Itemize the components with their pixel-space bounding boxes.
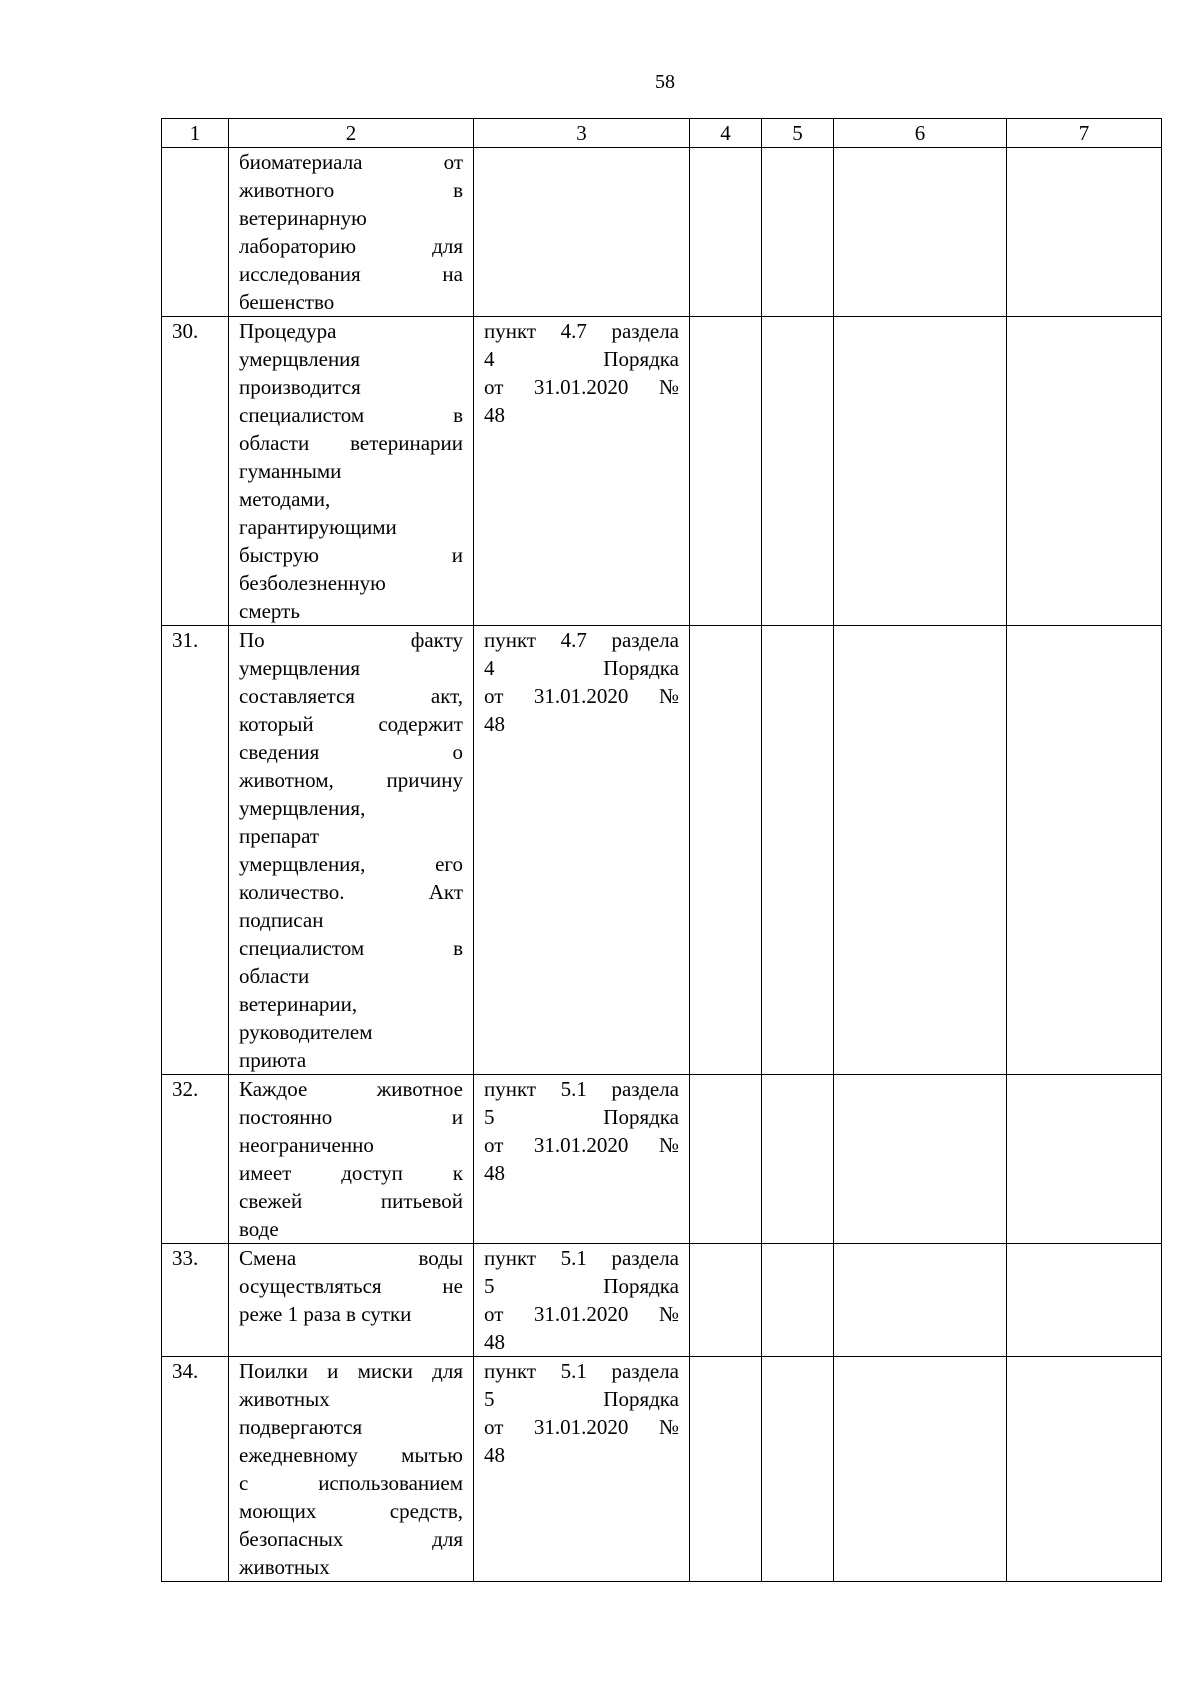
requirement-cell [229, 317, 474, 626]
column-header: 5 [762, 119, 834, 148]
cell-text-line: 48 [484, 1330, 505, 1354]
cell-text-line: подвергаются [239, 1415, 363, 1439]
cell-text-line: 48 [484, 403, 505, 427]
cell-text-line: неограниченно [239, 1133, 374, 1157]
empty-cell-c4 [690, 148, 762, 317]
table-row [162, 148, 1162, 317]
cell-text-line: 48 [484, 1161, 505, 1185]
column-header: 2 [229, 119, 474, 148]
page-number: 58 [655, 71, 675, 93]
cell-text-line: специалистом в [239, 403, 463, 427]
cell-text-line: области [239, 964, 310, 988]
cell-text-line: от 31.01.2020 № [484, 684, 679, 708]
empty-cell-c6 [834, 1244, 1007, 1357]
cell-text-line: быструю и [239, 543, 463, 567]
empty-cell-c6 [834, 317, 1007, 626]
cell-text-line: животных [239, 1555, 330, 1579]
cell-text-line: пункт 4.7 раздела [484, 319, 679, 343]
cell-text-line: пункт 5.1 раздела [484, 1077, 679, 1101]
cell-text-line: пункт 5.1 раздела [484, 1246, 679, 1270]
row-number-cell: 30. [162, 317, 229, 626]
requirement-cell [229, 1357, 474, 1582]
cell-text-line: имеет доступ к [239, 1161, 463, 1185]
cell-text-line: ветеринарии, [239, 992, 358, 1016]
cell-text-line: 48 [484, 1443, 505, 1467]
empty-cell-c7 [1007, 1244, 1162, 1357]
column-header: 4 [690, 119, 762, 148]
empty-cell-c5 [762, 1075, 834, 1244]
row-number-cell: 32. [162, 1075, 229, 1244]
legal-reference-cell [474, 1357, 690, 1582]
cell-text-line: с использованием [239, 1471, 463, 1495]
cell-text-line: умерщвления, [239, 796, 366, 820]
legal-reference-cell [474, 626, 690, 1075]
cell-text-line: безопасных для [239, 1527, 463, 1551]
cell-text-line: животных [239, 1387, 330, 1411]
cell-text-line: Каждое животное [239, 1077, 463, 1101]
cell-text-line: 48 [484, 712, 505, 736]
cell-text-line: исследования на [239, 262, 463, 286]
cell-text-line: количество. Акт [239, 880, 463, 904]
cell-text-line: специалистом в [239, 936, 463, 960]
column-header: 3 [474, 119, 690, 148]
table-row [162, 1357, 1162, 1582]
empty-cell-c5 [762, 626, 834, 1075]
row-number-cell: 34. [162, 1357, 229, 1582]
row-number-cell: 33. [162, 1244, 229, 1357]
cell-text-line: животного в [239, 178, 463, 202]
empty-cell-c7 [1007, 1075, 1162, 1244]
empty-cell-c7 [1007, 148, 1162, 317]
table-row [162, 626, 1162, 1075]
table-row [162, 317, 1162, 626]
cell-text-line: воде [239, 1217, 279, 1241]
cell-text-line: руководителем [239, 1020, 373, 1044]
cell-text-line: Процедура [239, 319, 337, 343]
empty-cell-c4 [690, 1357, 762, 1582]
cell-text-line: от 31.01.2020 № [484, 1415, 679, 1439]
cell-text-line: 5 Порядка [484, 1387, 679, 1411]
cell-text-line: реже 1 раза в сутки [239, 1302, 412, 1326]
cell-text-line: Смена воды [239, 1246, 463, 1270]
cell-text-line: биоматериала от [239, 150, 463, 174]
column-header: 7 [1007, 119, 1162, 148]
row-number-cell: 31. [162, 626, 229, 1075]
empty-cell-c6 [834, 1075, 1007, 1244]
cell-text-line: моющих средств, [239, 1499, 463, 1523]
empty-cell-c5 [762, 1357, 834, 1582]
empty-cell-c4 [690, 1244, 762, 1357]
legal-reference-cell [474, 148, 690, 317]
cell-text-line: животном, причину [239, 768, 463, 792]
table-row [162, 1075, 1162, 1244]
cell-text-line: свежей питьевой [239, 1189, 463, 1213]
requirement-cell [229, 1244, 474, 1357]
empty-cell-c5 [762, 317, 834, 626]
legal-reference-cell [474, 1075, 690, 1244]
cell-text-line: от 31.01.2020 № [484, 1133, 679, 1157]
cell-text-line: сведения о [239, 740, 463, 764]
cell-text-line: производится [239, 375, 361, 399]
cell-text-line: осуществляться не [239, 1274, 463, 1298]
cell-text-line: методами, [239, 487, 331, 511]
cell-text-line: По факту [239, 628, 463, 652]
table-header-row [162, 119, 1162, 148]
cell-text-line: умерщвления, его [239, 852, 463, 876]
cell-text-line: от 31.01.2020 № [484, 375, 679, 399]
cell-text-line: гуманными [239, 459, 342, 483]
cell-text-line: безболезненную [239, 571, 386, 595]
cell-text-line: ежедневному мытью [239, 1443, 463, 1467]
row-number-cell [162, 148, 229, 317]
legal-reference-cell [474, 317, 690, 626]
cell-text-line: ветеринарную [239, 206, 367, 230]
cell-text-line: постоянно и [239, 1105, 463, 1129]
empty-cell-c4 [690, 1075, 762, 1244]
cell-text-line: 5 Порядка [484, 1274, 679, 1298]
empty-cell-c4 [690, 626, 762, 1075]
empty-cell-c6 [834, 148, 1007, 317]
empty-cell-c7 [1007, 626, 1162, 1075]
cell-text-line: умерщвления [239, 347, 361, 371]
requirement-cell [229, 148, 474, 317]
cell-text-line: от 31.01.2020 № [484, 1302, 679, 1326]
empty-cell-c5 [762, 1244, 834, 1357]
empty-cell-c4 [690, 317, 762, 626]
empty-cell-c6 [834, 1357, 1007, 1582]
empty-cell-c5 [762, 148, 834, 317]
cell-text-line: пункт 5.1 раздела [484, 1359, 679, 1383]
cell-text-line: гарантирующими [239, 515, 397, 539]
cell-text-line: приюта [239, 1048, 307, 1072]
empty-cell-c7 [1007, 317, 1162, 626]
cell-text-line: который содержит [239, 712, 463, 736]
inspection-table [161, 118, 1162, 1582]
cell-text-line: препарат [239, 824, 320, 848]
cell-text-line: подписан [239, 908, 324, 932]
column-header: 6 [834, 119, 1007, 148]
table-row [162, 1244, 1162, 1357]
requirement-cell [229, 626, 474, 1075]
cell-text-line: 5 Порядка [484, 1105, 679, 1129]
legal-reference-cell [474, 1244, 690, 1357]
cell-text-line: бешенство [239, 290, 335, 314]
cell-text-line: области ветеринарии [239, 431, 463, 455]
empty-cell-c6 [834, 626, 1007, 1075]
cell-text-line: смерть [239, 599, 300, 623]
empty-cell-c7 [1007, 1357, 1162, 1582]
cell-text-line: Поилки и миски для [239, 1359, 463, 1383]
cell-text-line: 4 Порядка [484, 347, 679, 371]
requirement-cell [229, 1075, 474, 1244]
cell-text-line: умерщвления [239, 656, 361, 680]
cell-text-line: пункт 4.7 раздела [484, 628, 679, 652]
column-header: 1 [162, 119, 229, 148]
cell-text-line: составляется акт, [239, 684, 463, 708]
cell-text-line: 4 Порядка [484, 656, 679, 680]
cell-text-line: лабораторию для [239, 234, 463, 258]
